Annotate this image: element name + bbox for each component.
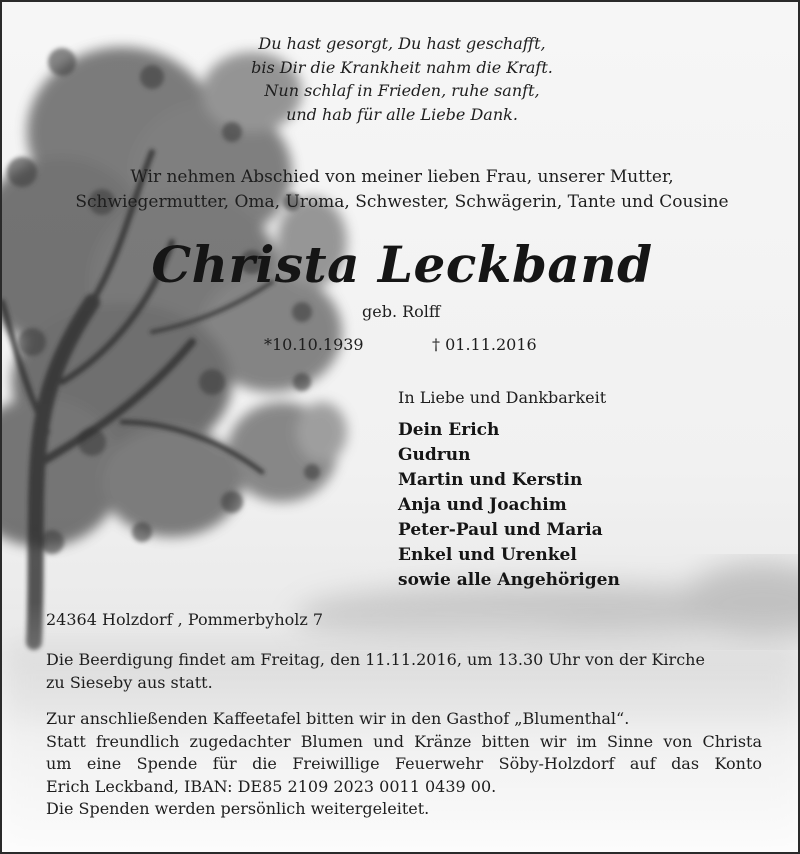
note-line: Die Spenden werden persönlich weitergeleitet. xyxy=(46,799,430,818)
mourner-name: Anja und Joachim xyxy=(398,495,567,515)
family-address: 24364 Holzdorf , Pommerbyholz 7 xyxy=(46,610,324,629)
funeral-line: zu Sieseby aus statt. xyxy=(46,673,213,692)
deceased-name: Christa Leckband xyxy=(151,235,653,294)
mourner-name: Dein Erich xyxy=(398,420,500,440)
note-line: Zur anschließenden Kaffeetafel bitten wir in den Gasthof „Blumenthal“. xyxy=(46,709,630,728)
poem-line: und hab für alle Liebe Dank. xyxy=(286,104,518,124)
mourners-list xyxy=(398,418,620,593)
farewell-intro xyxy=(2,165,800,215)
poem-line: Du hast gesorgt, Du hast geschafft, xyxy=(258,34,546,53)
maiden-name: geb. Rolff xyxy=(362,302,441,321)
donation-notes xyxy=(46,708,762,821)
note-line: Statt freundlich zugedachter Blumen und Kränze bitten wir im Sinne von Christa xyxy=(46,731,762,751)
note-line: um eine Spende für die Freiwillige Feuerwehr Söby-Holzdorf auf das Konto xyxy=(46,754,762,773)
intro-line: Schwiegermutter, Oma, Uroma, Schwester, Schwägerin, Tante und Cousine xyxy=(75,192,729,212)
death-date: † 01.11.2016 xyxy=(432,335,537,354)
funeral-info xyxy=(46,648,760,694)
poem-line: bis Dir die Krankheit nahm die Kraft. xyxy=(251,57,553,77)
note-line: Erich Leckband, IBAN: DE85 2109 2023 0011 0439 00. xyxy=(46,776,497,796)
mourners-intro: In Liebe und Dankbarkeit xyxy=(398,388,607,407)
mourner-name: Enkel und Urenkel xyxy=(398,545,577,565)
mourner-name: sowie alle Angehörigen xyxy=(398,570,620,590)
mourner-name: Martin und Kerstin xyxy=(398,470,583,490)
mourner-name: Gudrun xyxy=(398,445,471,465)
mourner-name: Peter-Paul und Maria xyxy=(398,520,603,540)
poem-line: Nun schlaf in Frieden, ruhe sanft, xyxy=(264,81,540,100)
funeral-line: Die Beerdigung findet am Freitag, den 11.11.2016, um 13.30 Uhr von der Kirche xyxy=(46,650,705,669)
memorial-poem xyxy=(2,32,800,126)
birth-date: *10.10.1939 xyxy=(264,335,364,354)
intro-line: Wir nehmen Abschied von meiner lieben Frau, unserer Mutter, xyxy=(130,167,674,187)
